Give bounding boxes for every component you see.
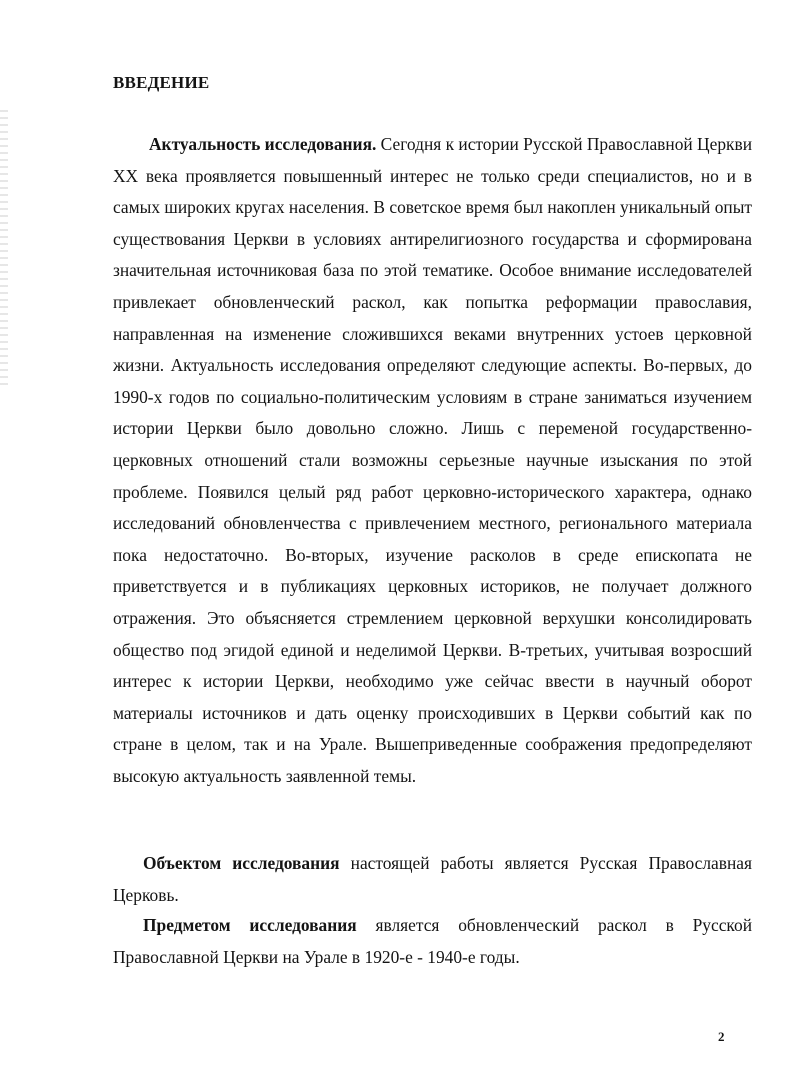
paragraph-label: Объектом исследования xyxy=(143,853,340,873)
paragraph-subject xyxy=(113,910,752,973)
paragraph-label: Предметом исследования xyxy=(143,915,357,935)
paragraph-text: Сегодня к истории Русской Православной Церкви XX века проявляется повышенный интерес не только среди специалистов, но и в самых широких кругах населения. В советское время был накоплен уникальный опыт существования Церкви в условиях антирелигиозного государства и сформирована значительная источниковая база по этой тематике. Особое внимание исследователей привлекает обновленческий раскол, как попытка реформации православия, направленная на изменение сложившихся веками внутренних устоев церковной жизни. Актуальность исследования определяют следующие аспекты. Во-первых, до 1990-х годов по социально-политическим условиям в стране заниматься изучением истории Церкви было довольно сложно. Лишь с переменой государственно-церковных отношений стали возможны серьезные научные изыскания по этой проблеме. Появился целый ряд работ церковно-исторического характера, однако исследований обновленчества с привлечением местного, регионального материала пока недостаточно. Во-вторых, изучение расколов в среде епископата не приветствуется и в публикациях церковных историков, не получает должного отражения. Это объясняется стремлением церковной верхушки консолидировать общество под эгидой единой и неделимой Церкви. В-третьих, учитывая возросший интерес к истории Церкви, необходимо уже сейчас ввести в научный оборот материалы источников и дать оценку происходивших в Церкви событий как по стране в целом, так и на Урале. Вышеприведенные соображения предопределяют высокую актуальность заявленной темы. xyxy=(113,134,752,786)
page-number: 2 xyxy=(718,1029,725,1044)
paragraph-object xyxy=(113,848,752,911)
paragraph-label: Актуальность исследования. xyxy=(149,134,377,154)
paragraph-text: настоящей работы является Русская Православная Церковь. xyxy=(113,853,752,905)
section-heading: ВВЕДЕНИЕ xyxy=(113,73,210,92)
paragraph-text: является обновленческий раскол в Русской Православной Церкви на Урале в 1920-е - 1940-е годы. xyxy=(113,915,753,967)
scan-edge-artifact xyxy=(0,110,8,390)
paragraph-relevance xyxy=(113,129,752,792)
